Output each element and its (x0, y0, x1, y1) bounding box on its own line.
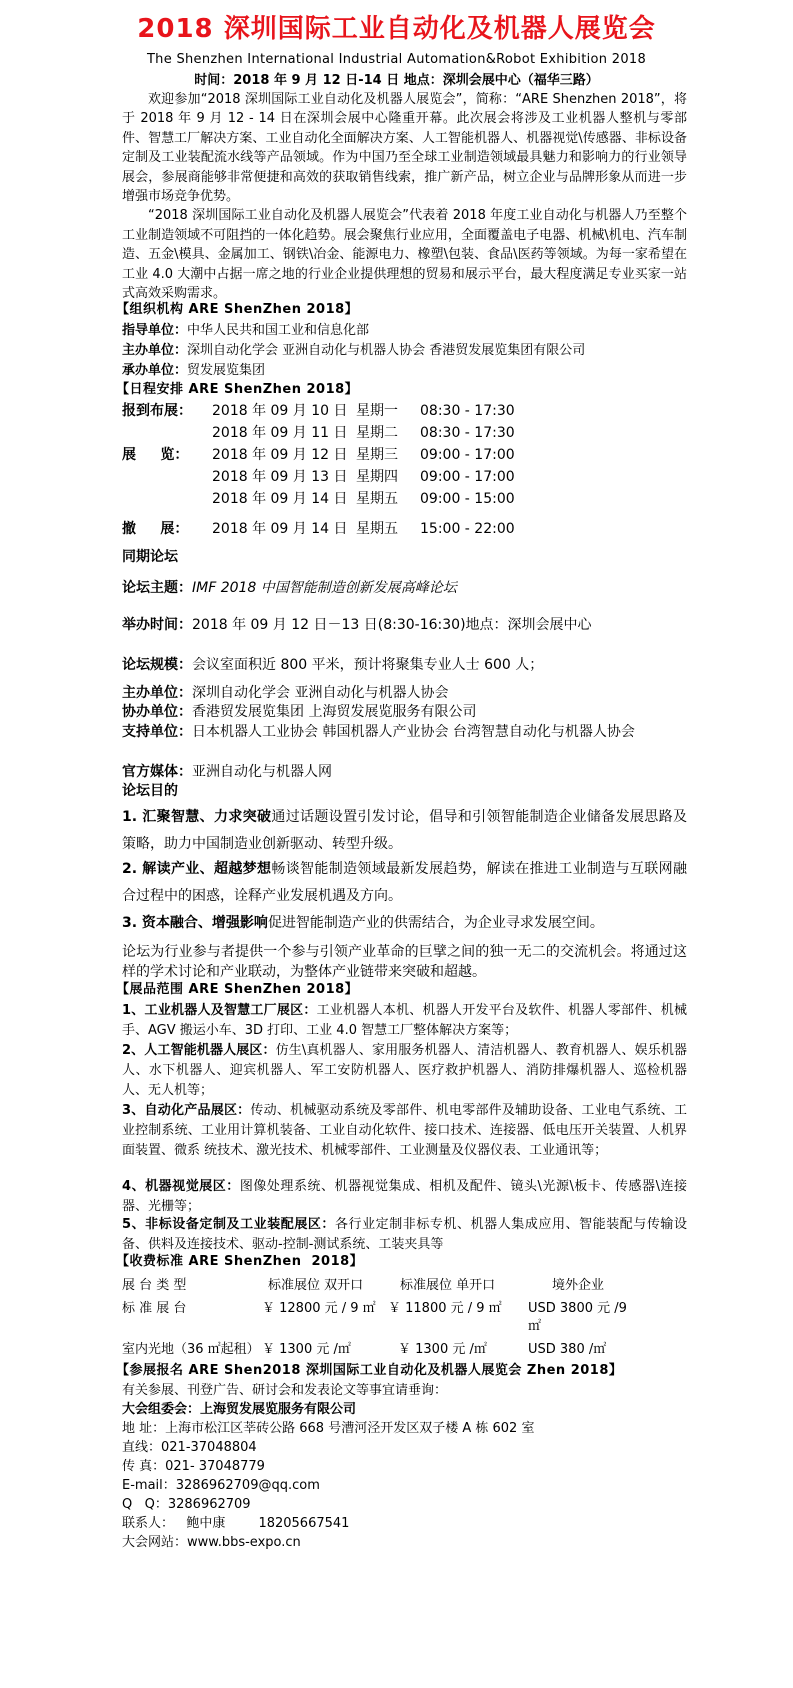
fees-col-foreign: 境外企业 (552, 1278, 605, 1293)
forum-aim-text: 畅谈智能制造领域最新发展趋势，解读在推进工业制造与互联网融合过程中的困惑，诠释产业发展机遇及方向。 (122, 861, 687, 904)
guide-unit-label: 指导单位： (122, 323, 188, 338)
forum-purpose-heading: 论坛目的 (122, 783, 178, 799)
forum-support-value: 日本机器人工业协会 韩国机器人产业协会 台湾智慧自动化与机器人协会 (192, 724, 635, 740)
fax-line: 传 真：021- 37048779 (122, 1459, 265, 1474)
exhibit-category-text: 各行业定制非标专机、机器人集成应用、智能装配与传输设备、供料及连接技术、驱动-控制-测试系统、工装夹具等 (122, 1217, 687, 1252)
forum-media-label: 官方媒体： (122, 764, 192, 780)
schedule-row-time: 15:00 - 22:00 (420, 521, 515, 537)
forum-support-row (122, 722, 687, 742)
schedule-row-weekday: 星期二 (356, 425, 398, 441)
exhibit-category (122, 1101, 687, 1161)
schedule-row-weekday: 星期五 (356, 521, 398, 537)
fees-row-foreign-unit: ㎡ (528, 1319, 542, 1334)
schedule-row-weekday: 星期三 (356, 447, 398, 463)
exhibit-category (122, 1215, 687, 1255)
registration-intro: 有关参展、刊登广告、研讨会和发表论文等事宜请垂询： (122, 1383, 448, 1398)
forum-host-label: 主办单位： (122, 685, 192, 701)
forum-topic-label: 论坛主题： (122, 580, 192, 596)
qq-line: Q Q：3286962709 (122, 1497, 251, 1512)
schedule-row-date: 2018 年 09 月 14 日 (212, 521, 348, 537)
forum-scale-row (122, 655, 687, 675)
registration-heading: 【参展报名 ARE Shen2018 深圳国际工业自动化及机器人展览会 Zhen 2018】 (116, 1363, 623, 1378)
forum-aim-title: 1. 汇聚智慧、力求突破 (122, 809, 272, 825)
fees-col-single: 标准展位 单开口 (400, 1278, 496, 1293)
forum-co-label: 协办单位： (122, 704, 192, 720)
intro-paragraph-1: 欢迎参加“2018 深圳国际工业自动化及机器人展览会”，简称：“ARE Shenzhen 2018”，将于 2018 年 9 月 12 - 14 日在深圳会展中心隆重开幕。此次展会将涉及工业机器人整机与零部件、智慧工厂解决方案、工业自动化全面解决方案、人工智能机器人、机器视觉\传感器、非标设备定制及工业装配流水线等产品领域。作为中国乃至全球工业制造领域最具魅力和影响力的行业领导展会，参展商能够非常便捷和高效的获取销售线索，推广新产品，树立企业与品牌形象从而进一步增强市场竞争优势。 (122, 92, 687, 205)
fees-row-single: ￥ 1300 元 /㎡ (398, 1342, 487, 1357)
schedule-row-weekday: 星期四 (356, 469, 398, 485)
schedule-row-time: 09:00 - 15:00 (420, 491, 515, 507)
forum-host-row (122, 683, 687, 703)
host-unit-value: 深圳自动化学会 亚洲自动化与机器人协会 香港贸发展览集团有限公司 (187, 343, 586, 358)
page-title: 2018 深圳国际工业自动化及机器人展览会 (137, 14, 656, 44)
fees-heading: 【收费标准 ARE ShenZhen 2018】 (116, 1254, 364, 1269)
schedule-row-label: 撤 展： (122, 521, 189, 537)
phone-line: 直线：021-37048804 (122, 1440, 257, 1455)
forum-media-value: 亚洲自动化与机器人网 (192, 764, 332, 780)
forum-co-value: 香港贸发展览集团 上海贸发展览服务有限公司 (192, 704, 477, 720)
exhibit-category-title: 4、机器视觉展区： (122, 1179, 240, 1194)
exhibit-category-title: 3、自动化产品展区： (122, 1103, 251, 1118)
exhibit-category-title: 1、工业机器人及智慧工厂展区： (122, 1003, 317, 1018)
forum-media-row (122, 762, 687, 782)
email-line[interactable]: E-mail：3286962709@qq.com (122, 1478, 320, 1493)
exhibit-category (122, 1041, 687, 1101)
schedule-row-date: 2018 年 09 月 13 日 (212, 469, 348, 485)
forum-aim-title: 2. 解读产业、超越梦想 (122, 861, 272, 877)
forum-aim-item (122, 856, 687, 910)
forum-heading: 同期论坛 (122, 549, 178, 565)
forum-co-row (122, 702, 687, 722)
schedule-row-time: 08:30 - 17:30 (420, 425, 515, 441)
fees-row-type: 室内光地（36 ㎡起租） (122, 1342, 260, 1357)
address-line: 地 址：上海市松江区莘砖公路 668 号漕河泾开发区双子楼 A 栋 602 室 (122, 1421, 535, 1436)
forum-closing: 论坛为行业参与者提供一个参与引领产业革命的巨擘之间的独一无二的交流机会。将通过这样的学术讨论和产业联动，为整体产业链带来突破和超越。 (122, 944, 687, 980)
fees-row-foreign: USD 380 /㎡ (528, 1342, 607, 1357)
exhibits-heading: 【展品范围 ARE ShenZhen 2018】 (116, 982, 359, 997)
schedule-row-label: 报到布展： (122, 403, 192, 419)
fees-col-type: 展 台 类 型 (122, 1278, 187, 1293)
forum-aim-item (122, 804, 687, 858)
exhibit-category-title: 2、人工智能机器人展区： (122, 1043, 276, 1058)
forum-topic-value: IMF 2018 中国智能制造创新发展高峰论坛 (192, 580, 457, 596)
host-unit-row (122, 341, 585, 361)
forum-scale-label: 论坛规模： (122, 657, 192, 673)
fees-row-double: ￥ 12800 元 / 9 ㎡ (262, 1301, 376, 1316)
schedule-row-date: 2018 年 09 月 14 日 (212, 491, 348, 507)
forum-aim-text: 促进智能制造产业的供需结合，为企业寻求发展空间。 (267, 915, 604, 931)
forum-time-value: 2018 年 09 月 12 日－13 日(8:30-16:30)地点：深圳会展中心 (192, 617, 592, 633)
schedule-row-date: 2018 年 09 月 10 日 (212, 403, 348, 419)
fees-row-double: ￥ 1300 元 /㎡ (262, 1342, 351, 1357)
schedule-row-weekday: 星期五 (356, 491, 398, 507)
forum-aim-item (122, 910, 687, 937)
schedule-heading: 【日程安排 ARE ShenZhen 2018】 (116, 382, 359, 397)
schedule-row-date: 2018 年 09 月 11 日 (212, 425, 348, 441)
schedule-row-label: 展 览： (122, 447, 189, 463)
schedule-row-time: 09:00 - 17:00 (420, 469, 515, 485)
forum-scale-value: 会议室面积近 800 平米，预计将聚集专业人士 600 人； (192, 657, 544, 673)
organizing-committee: 大会组委会：上海贸发展览服务有限公司 (122, 1402, 357, 1417)
exhibit-category (122, 1177, 687, 1217)
schedule-row-time: 08:30 - 17:30 (420, 403, 515, 419)
forum-support-label: 支持单位： (122, 724, 192, 740)
fees-row-type: 标 准 展 台 (122, 1301, 187, 1316)
guide-unit-row (122, 321, 369, 341)
fees-row-foreign: USD 3800 元 /9 (528, 1301, 627, 1316)
schedule-row-weekday: 星期一 (356, 403, 398, 419)
exhibit-category-title: 5、非标设备定制及工业装配展区： (122, 1217, 335, 1232)
fees-col-double: 标准展位 双开口 (268, 1278, 364, 1293)
exhibit-category-text: 传动、机械驱动系统及零部件、机电零部件及辅助设备、工业电气系统、工业控制系统、工业用计算机装备、工业自动化软件、接口技术、连接器、低电压开关装置、人机界面装置、微系 统技术、激光技术、机械零部件、工业测量及仪器仪表、工业通讯等； (122, 1103, 687, 1158)
website-line[interactable]: 大会网站：www.bbs-expo.cn (122, 1535, 301, 1550)
forum-topic-row (122, 578, 687, 598)
intro-paragraph-2: “2018 深圳国际工业自动化及机器人展览会”代表着 2018 年度工业自动化与机器人乃至整个工业制造领域不可阻挡的一体化趋势。展会聚焦行业应用，全面覆盖电子电器、机械\机电、汽车制造、五金\模具、金属加工、钢铁\冶金、能源电力、橡塑\包装、食品\医药等领域。为每一家希望在工业 4.0 大潮中占据一席之地的行业企业提供理想的贸易和展示平台，最大程度满足专业买家一站式高效采购需求。 (122, 208, 687, 302)
exhibit-category-text: 工业机器人本机、机器人开发平台及软件、机器人零部件、机械手、AGV 搬运小车、3D 打印、工业 4.0 智慧工厂整体解决方案等； (122, 1003, 687, 1038)
fees-row-single: ￥ 11800 元 / 9 ㎡ (388, 1301, 502, 1316)
organizer-heading: 【组织机构 ARE ShenZhen 2018】 (116, 302, 359, 317)
time-location-line: 时间：2018 年 9 月 12 日-14 日 地点：深圳会展中心（福华三路） (194, 73, 599, 88)
contact-person-line: 联系人： 鲍中康 18205667541 (122, 1516, 350, 1531)
undertake-unit-value: 贸发展览集团 (187, 363, 266, 378)
undertake-unit-label: 承办单位： (122, 363, 188, 378)
forum-host-value: 深圳自动化学会 亚洲自动化与机器人协会 (192, 685, 449, 701)
forum-aim-title: 3. 资本融合、增强影响 (122, 915, 268, 931)
exhibit-category-text: 仿生\真机器人、家用服务机器人、清洁机器人、教育机器人、娱乐机器人、水下机器人、迎宾机器人、军工安防机器人、医疗救护机器人、消防排爆机器人、巡检机器人、无人机等； (122, 1043, 688, 1098)
host-unit-label: 主办单位： (122, 343, 188, 358)
forum-time-label: 举办时间： (122, 617, 192, 633)
schedule-row-time: 09:00 - 17:00 (420, 447, 515, 463)
exhibit-category-text: 图像处理系统、机器视觉集成、相机及配件、镜头\光源\板卡、传感器\连接器、光栅等； (122, 1179, 688, 1214)
exhibit-category (122, 1001, 687, 1041)
intro-section (122, 90, 687, 303)
guide-unit-value: 中华人民共和国工业和信息化部 (187, 323, 370, 338)
undertake-unit-row (122, 361, 265, 381)
schedule-row-date: 2018 年 09 月 12 日 (212, 447, 348, 463)
forum-time-row (122, 615, 687, 635)
page-subtitle: The Shenzhen International Industrial Automation&Robot Exhibition 2018 (146, 52, 647, 67)
forum-aim-text: 通过话题设置引发讨论，倡导和引领智能制造企业储备发展思路及策略，助力中国制造业创新驱动、转型升级。 (122, 809, 687, 852)
